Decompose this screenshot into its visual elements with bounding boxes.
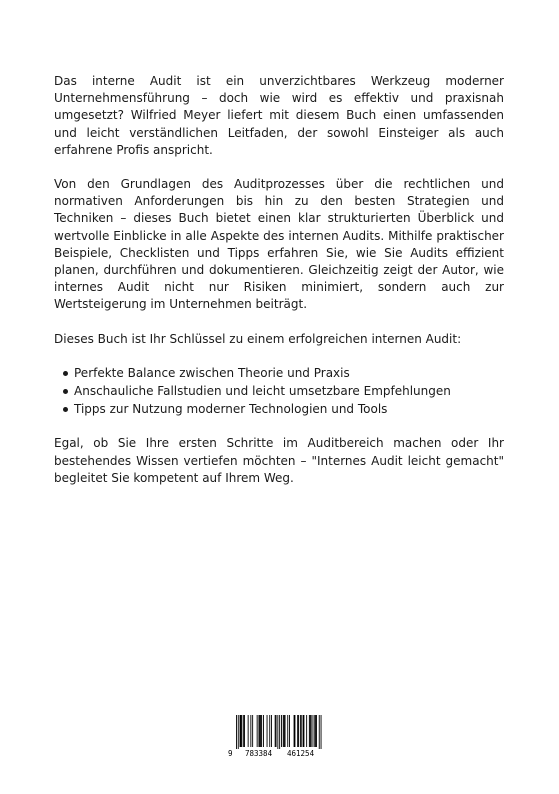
barcode-bar [310, 715, 311, 747]
barcode-bar [295, 715, 296, 747]
barcode-bar [315, 715, 316, 747]
intro-paragraph: Das interne Audit ist ein unverzichtbares Werkzeug moderner Unternehmensführung – doch wie wird es effektiv und praxisnah umgesetzt? Wilfried Meyer liefert mit diesem Buch einen umfassenden und leicht verständlichen Leitfaden, der sowohl Einsteiger als auch erfahrene Profis anspricht. [54, 74, 504, 157]
barcode-bar [241, 715, 242, 747]
list-item [63, 401, 504, 418]
barcode-bar [252, 715, 253, 747]
barcode-bar [261, 715, 262, 747]
barcode-bar [250, 715, 251, 747]
key-paragraph: Dieses Buch ist Ihr Schlüssel zu einem erfolgreichen internen Audit: [54, 331, 462, 346]
barcode-bar [248, 715, 249, 747]
closing-paragraph: Egal, ob Sie Ihre ersten Schritte im Auditbereich machen oder Ihr bestehendes Wissen vertiefen möchten – "Internes Audit leicht gemacht" begleitet Sie kompetent auf Ihrem Weg. [54, 436, 504, 485]
barcode-bar [269, 715, 270, 747]
barcode-bar [275, 715, 276, 747]
barcode-bar [236, 715, 237, 749]
list-item [63, 365, 504, 382]
barcode-bar [289, 715, 290, 747]
isbn-barcode [228, 713, 330, 763]
barcode-bar [283, 715, 284, 747]
back-cover-text [54, 73, 504, 504]
barcode-bar [311, 715, 312, 747]
bullet-icon [63, 389, 68, 394]
barcode-bar [300, 715, 301, 747]
barcode-bar [259, 715, 260, 747]
barcode-bar [271, 715, 272, 747]
bullet-icon [63, 407, 68, 412]
barcode-first-digit: 9 [228, 749, 233, 758]
barcode-bar [314, 715, 315, 747]
barcode-bar [240, 715, 241, 747]
barcode-right-group: 461254 [287, 749, 315, 758]
barcode-bar [285, 715, 286, 747]
barcode-bar [243, 715, 244, 747]
barcode-bar [313, 715, 314, 747]
barcode-bar [276, 715, 277, 747]
barcode-bar [257, 715, 258, 747]
barcode-bar [244, 715, 245, 747]
barcode-bar [316, 715, 317, 747]
barcode-bar [260, 715, 261, 747]
barcode-digits [228, 749, 330, 761]
benefits-list [54, 365, 504, 419]
barcode-bar [301, 715, 302, 747]
barcode-bar [279, 715, 280, 749]
barcode-bar [309, 715, 310, 747]
barcode-bar [284, 715, 285, 747]
barcode-left-group: 783384 [245, 749, 273, 758]
barcode-bar [303, 715, 304, 747]
barcode-bar [306, 715, 307, 747]
list-item [63, 383, 504, 400]
list-item-text: Tipps zur Nutzung moderner Technologien und Tools [74, 402, 388, 417]
list-item-text: Anschauliche Fallstudien und leicht umsetzbare Empfehlungen [74, 384, 451, 399]
barcode-bar [277, 715, 278, 749]
barcode-bar [259, 715, 260, 747]
barcode-bar [304, 715, 305, 747]
barcode-bar [263, 715, 264, 747]
barcode-bar [298, 715, 299, 747]
barcode-bar [287, 715, 288, 747]
barcode-bar [281, 715, 282, 747]
barcode-bar [297, 715, 298, 747]
barcode-bar [321, 715, 322, 749]
list-item-text: Perfekte Balance zwischen Theorie und Praxis [74, 365, 350, 380]
bullet-icon [63, 371, 68, 376]
barcode-bar [238, 715, 239, 749]
barcode-bar [294, 715, 295, 747]
details-paragraph: Von den Grundlagen des Auditprozesses über die rechtlichen und normativen Anforderungen bis hin zu den besten Strategien und Techniken – dieses Buch bietet einen klar strukturierten Überblick und wertvolle Einblicke in alle Aspekte des internen Audits. Mithilfe praktischer Beispiele, Checklisten und Tipps erfahren Sie, wie Sie Audits effizient planen, durchführen und dokumentieren. Gleichzeitig zeigt der Autor, wie internes Audit nicht nur Risiken minimiert, sondern auch zur Wertsteigerung im Unternehmen beiträgt. [54, 177, 504, 312]
barcode-bar [267, 715, 268, 747]
barcode-bars [228, 713, 330, 749]
barcode-bar [319, 715, 320, 749]
barcode-bar [241, 715, 242, 747]
